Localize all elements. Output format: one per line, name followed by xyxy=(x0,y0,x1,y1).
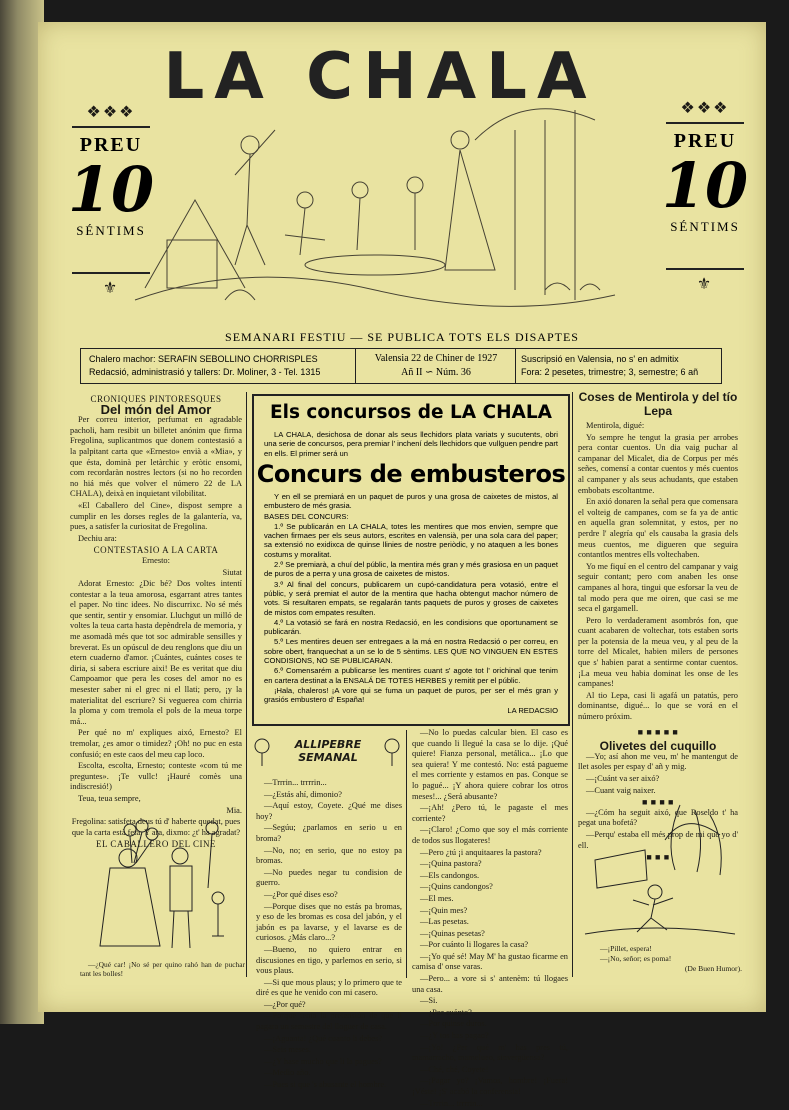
paragraph: Siutat xyxy=(222,567,242,577)
paragraph: Pero lo verdaderament asombrós fon, que cuant acabaren de voltechar, tots estaben sorts per la potensia de la meua veu, y al peu de la torre del Micalet, habien milers de persones que s' habien parat a sentirme contar cuentos. ¡La meua veu habia dominat les onse de les campanes! xyxy=(578,615,738,689)
paragraph: Yo sempre he tengut la grasia per arrobes pera contar cuentos. Un dia vaig puchar al campanar del Micalet, dia de Corpus per més señes, comensí a contar cuentos y més cuentos al campaner y als seus achudants, que estaben embobats escoltantme. xyxy=(578,432,738,495)
info-rates: Fora: 2 pesetes, trimestre; 3, semestre; 6 añ xyxy=(521,367,699,377)
left-title: Del món del Amor xyxy=(100,401,212,417)
paragraph: Adorat Ernesto: ¿Dic bé? Dos voltes intentí contestar a la teua amorosa, esgarrant atres tantes el paper. No tinc idees. No discurrixc. No sé més que sentir, sentir y ensomiar. Lluchgut un milló de voltes la teua carta hasta depèndrela de memoria, y me asomadà més que tot soc admirable sensilles y breverat. Es un opúscul de deu renglons que diu un etern cuaderno d'amor. ¡Cuántes, cuántes coses te diria, si sabera escriure aixi! Be es veritat que diu Campoamor que pera les coses del amor no es mesester saber ni el grec ni el llati; pero, ¡y la materialitat del escriure? Si veguerea com chirria la ploma y com tremola el pols de la meua torpe má... xyxy=(70,579,242,726)
contest-intro-wrap xyxy=(264,430,558,459)
column-rule xyxy=(246,392,247,977)
dialogue-line: —¡Quinas pesetas? xyxy=(420,928,485,938)
balloon-cartoon xyxy=(90,818,240,958)
dialogue-line: —No, no; en serio, que no estoy pa bromas. xyxy=(256,845,402,866)
column-rule xyxy=(406,730,407,978)
rule-item: 3.º Al final del concurs, publicarem un cupó-candidatura pera votasió, entre el públic, y será premiat el autor de la mentira que hacha obtengut machor número de vots. Si resultaren empats, se regalarán tants paquets de puros y groses de caixetes de mistos com empates resulten. xyxy=(264,579,558,617)
info-right xyxy=(521,353,721,379)
joke-line: —¡Cuánt va ser aixó? xyxy=(586,774,660,783)
dialogue-line: —El mes. xyxy=(420,893,454,903)
dialogue-line: —Por cuánto li llogares la casa? xyxy=(420,940,529,950)
masthead-title: LA CHALA xyxy=(163,40,597,114)
paragraph: En axió donaren la señal pera que comensara el volteig de campanes, com se fa ya de antic en aquella gran solemnitat, y estos, per no perdre l' alegría qu' els causaba la grasia dels meus cuentos, me digueren que seguira contantlos mentres ells voltechaben. xyxy=(578,497,738,560)
cartoon-caption xyxy=(80,960,245,979)
dialogue-line: —Las pesetas. xyxy=(420,917,469,927)
right-title-2: Olivetes del cuquillo xyxy=(599,739,717,754)
column-rule xyxy=(572,392,573,977)
rule-item: 4.º La votasió se fará en nostra Redacsió, en les condisions que oportunament se publicarán. xyxy=(264,617,558,637)
dialogue-line: —¿Por qué? xyxy=(264,999,306,1009)
dialogue-lines xyxy=(256,778,402,1091)
right-flourish: ⚜ xyxy=(696,274,714,293)
right-ornament-rule xyxy=(666,122,744,124)
allipebre-left xyxy=(256,778,402,1092)
info-ornament: ∽ xyxy=(425,367,436,378)
info-issue xyxy=(361,366,511,380)
dialogue-line: —¿Por qué dises eso? xyxy=(264,889,338,899)
info-bar xyxy=(80,348,722,384)
dialogue-line: —No lo puedas calcular bien. El caso es que cuando li llegué la casa se lo dije. ¡Qué quiere! Fianza personal, metálica... ¡Lo que sea quiera! Y me contestó. No: está pagueme el mes corriente y estamos en pas. Conque se lo pagué... ¡Y ahora quiere cobrar los otros meses!... ¿Será abusante? xyxy=(412,728,568,801)
dialogue-line: —Pero... a vore si s' antenèm: tú llogaes una casa. xyxy=(412,974,568,994)
left-ornament-rule xyxy=(72,126,150,128)
contest-title: Els concursos de LA CHALA xyxy=(270,402,552,423)
dialogue-line: —Trrrin... trrrrin... xyxy=(420,1098,483,1108)
paragraph: Ernesto: xyxy=(142,555,170,565)
left-price-word: PREU xyxy=(79,134,143,156)
dialogue-line: —¡Quin mes? xyxy=(420,905,468,915)
dialogue-line: —Pues si que 's abusante el hombre. xyxy=(264,1080,387,1090)
dialogue-line: —¿Y hase mucho que li la pagues? xyxy=(264,1056,382,1066)
signature: EL CABALLERO DEL CINE xyxy=(95,839,217,850)
dialogue-line: —Si que mous plaus; y lo primero que te diré es que he venido con mi casero. xyxy=(256,977,402,998)
dialogue-line: —¡Ah! ¿Pero tú, le pagaste el mes corriente? xyxy=(412,803,568,823)
dialogue-line: —Si. xyxy=(420,996,438,1006)
signature: Mia. xyxy=(226,805,242,815)
info-center xyxy=(361,352,511,380)
right-column xyxy=(578,390,738,863)
dialogue-line: —Pero ¿tú ¡i anquitaares la pastora? xyxy=(420,847,542,857)
right-title: Coses de Mentirola y del tío Lepa xyxy=(578,390,738,418)
dialogue-line: —¡Pagar yo? ¡Vamos, hombre! ¡Fuera! ¡Véste! ¡S' acabó la conferensia! xyxy=(412,1076,568,1096)
info-year: Añ II xyxy=(401,367,423,378)
orchard-cartoon xyxy=(585,800,735,938)
dialogue-line: —Trrrin... trrrrin... xyxy=(264,778,327,787)
left-price-unit: SÉNTIMS xyxy=(76,223,146,238)
dialogue-line: —Porque dises que no estás pa bromas, y eso de les bromas es cosa del jabón, y el jabón es pa lavarse, y el lavarse es de curiosos. ¿Más claro...? xyxy=(256,901,402,943)
joke-line: —¿Cóm ha seguit aixó, que Roseldo t' ha pegat una bofetá? xyxy=(578,807,738,828)
caption-text: —¿Qué car! ¡No sé per quino rahó han de puchar tant les bolles! xyxy=(80,960,245,978)
dialogue-line: —¡Quins candongos? xyxy=(420,882,493,892)
dialogue-line: —Segúu; ¿parlamos en serio u en broma? xyxy=(256,823,402,843)
info-date: Valensia 22 de Chiner de 1927 xyxy=(374,353,498,364)
dialogue-line: —¡Yo qué sé! May M' ha gustao ficarme en camisa d' onse varas. xyxy=(412,951,568,972)
divider-stars: ■ ■ ■ xyxy=(646,852,670,863)
dialogue-line: —Medio año. xyxy=(264,1068,311,1078)
paragraph: Al tio Lepa, casi li agafá un patatús, pero dominantse, digué... lo que se vorá en el número próxim. xyxy=(578,690,738,722)
info-editor: Chalero machor: SERAFIN SEBOLLINO CHORRISPLES xyxy=(89,354,318,364)
left-price-number: 10 xyxy=(67,153,155,226)
left-kicker: CRONIQUES PINTORESQUES xyxy=(90,394,222,404)
paragraph: Mentirola, digué: xyxy=(586,421,645,430)
left-price-block xyxy=(66,134,156,239)
dialogue-line: —¡Yo! ¿Per qué m' has pres tú, mamarracho, mamelueo, sinvergüensa? xyxy=(412,1042,568,1063)
joke-line: —Cuant vaig naixer. xyxy=(586,785,656,795)
contest-signature: LA REDACSIO xyxy=(507,705,558,715)
rule-item: 5.º Les mentires deuen ser entregaes a la má en nostra Redacsió o per correu, en sobre obert, franquechat a un se lo de 5 sèntims. LES QUE NO VINGUEN EN ESTES CONDISIONS, NO SE PUBLICARAN. xyxy=(264,637,558,666)
right-price-number: 10 xyxy=(661,149,749,222)
paragraph: «El Caballero del Cine», dispost sempre a cumplir en les dorses regles de la galantería, va, pues, a satisfer la curiositat de Fregolina. xyxy=(70,500,242,532)
dialogue-line: —Por quinse duros. xyxy=(420,1019,487,1029)
paragraph: Fregolina: satisfeta deus tú d' haberte quedat, pues que la carta està feta. Y ara, dixmo: ¿t' ha agradat? xyxy=(71,817,241,837)
paragraph: ¡Hala, chaleros! ¡A vore qui se fuma un paquet de puros, per ser el més gran y grasiós embustero d' España! xyxy=(264,685,558,705)
contest-intro: LA CHALA, desichosa de donar als seus llechidors plata variats y sucutents, obri una serie de concursos, pera premiar l' inchení dels llechidors que vullguen pendre part en ells. El primer será un xyxy=(264,430,558,458)
contest-body xyxy=(264,492,558,716)
paragraph: Per correu interior, perfumat en agradable pacholi, ham resibit un billetet anónim que firma Fregolina, suplicantmos que donem contestasió a la palpitant carta que «Ernesto» envià a «Mia», y que ésta, dominà per letàrchic y eròtic ensomi, com recordaràn nostres lectors (si no ho recorden no hiá més que volver el número 22 de LA CHALA), deixà en inquietant vilobilitat. xyxy=(70,415,242,499)
joke-line: —Yo; así ahon me veu, m' he mantengut de llet asoles per espay d' añ y mig. xyxy=(578,751,738,772)
right-price-rule xyxy=(666,268,744,270)
joke-line: —Perqu' estaba ell més prop de mi que yo d' ell. xyxy=(578,829,738,850)
info-left xyxy=(89,353,349,379)
dialogue-line: —Ché, ché, Coyete! xyxy=(420,1064,489,1074)
divider-stars: ■ ■ ■ ■ ■ xyxy=(637,726,679,737)
paragraph: Y en ell se premiará en un paquet de puros y una grosa de caixetes de mistos, al embustero de més grasia. xyxy=(264,492,558,511)
info-address: Redacsió, administrasió y tallers: Dr. Moliner, 3 - Tel. 1315 xyxy=(89,367,321,377)
info-separator xyxy=(515,349,516,383)
dialogue-line: —¿Estás ahí, dimonio? xyxy=(264,789,342,799)
info-separator xyxy=(355,349,356,383)
rule-item: 1.º Se publicarán en LA CHALA, totes les mentires que mos envien, sempre que vachen firmaes per els seus autors, escrites en valensià, per una sola cara del paper; sa extensió no exidixca de quinse llinies de nostre periòdic, y no ataquen a les bones costums y moralitat. xyxy=(264,521,558,559)
caption-line: —¡No, señor; es poma! xyxy=(600,954,672,963)
dialogue-line: —No puedes negar tu condision de guerro. xyxy=(256,867,402,888)
dialogue-line: —¡Aguanta! ¿Qué cuanto li debes? xyxy=(264,1033,383,1043)
orchard-caption xyxy=(592,944,742,974)
dialogue-line: —¿Y tos has pagao? xyxy=(420,1031,489,1041)
dialogue-line: —Els candongos. xyxy=(420,870,480,880)
right-price-block xyxy=(660,130,750,235)
allipebre-heading: ALLIPEBRE SEMANAL xyxy=(294,738,362,764)
dialogue-line: —Porque tenia la pretensión de que li pagara un semestre del lloguer de casa. xyxy=(256,1011,402,1032)
allipebre-right xyxy=(412,728,568,1110)
divider-stars: ■ ■ ■ ■ xyxy=(642,797,674,808)
rule-item: 6.º Comensarém a publicarse les mentires cuant s' agote tot l' orichinal que tenim en cartera destinat a la ENSALÁ DE TOTES HERBES y remitit per el públic. xyxy=(264,666,558,685)
right-price-word: PREU xyxy=(673,130,737,152)
paragraph: Dechiu ara: xyxy=(78,533,117,543)
left-column xyxy=(70,394,242,850)
dialogue-line: —¿Por cuánto? xyxy=(420,1007,472,1017)
dialogue-line: —¡Claro! ¿Como que soy el más corriente de todos sus llogateres! xyxy=(412,825,568,845)
bases-heading: BASES DEL CONCURS: xyxy=(264,511,349,521)
left-ornament: ❖❖❖ xyxy=(86,102,136,121)
paragraph: Teua, teua sempre, xyxy=(78,793,141,803)
contest-box xyxy=(252,394,570,726)
caption-credit: (De Buen Humor). xyxy=(684,964,742,973)
dialogue-line: —Seis meses. xyxy=(264,1045,311,1055)
info-subscription: Suscripsió en Valensia, no s' en admitix xyxy=(521,354,679,364)
left-price-rule xyxy=(72,272,150,274)
letter-heading: CONTESTASIO A LA CARTA xyxy=(93,545,219,556)
paragraph: Per qué no m' expliques aixó, Ernesto? El tremolar, ¿es amor o timidez? ¡Oh! no puc en esta confusió; en este caos del meu cap loco. xyxy=(70,728,242,759)
dialogue-line: —Bueno, no quiero entrar en discusiones en tigo, y parlemos en serio, si vous plaus. xyxy=(256,944,402,976)
left-flourish: ⚜ xyxy=(102,278,120,297)
rule-item: 2.º Se premiarà, a chuí del públic, la mentira més gran y més grasiosa en un paquet de puros de a perra y una grosa de caixetes de mistos. xyxy=(264,560,558,579)
tagline: SEMANARI FESTIU — SE PUBLICA TOTS ELS DISAPTES xyxy=(225,330,579,344)
caption-line: —¡Pillet, espera! xyxy=(600,944,652,953)
dialogue-line: —Aquí estoy, Coyete. ¿Qué me dises hoy? xyxy=(256,801,402,821)
info-number: Núm. 36 xyxy=(435,367,471,378)
right-price-unit: SÉNTIMS xyxy=(670,219,740,234)
dialogue-line: —¡Quina pastora? xyxy=(420,859,482,869)
paragraph: Escolta, escolta, Ernesto; conteste «com tú me preguntes». ¡Te vullc! ¡Hauré comès una indiscresió!) xyxy=(70,761,242,792)
contest-headline: Concurs de embusteros xyxy=(256,460,566,488)
right-ornament: ❖❖❖ xyxy=(680,98,730,117)
paragraph: Yo me fiquí en el centro del campanar y vaig seguir contant; pero com anaben les onse campanes al hora, tingui que esforsar la veu de tal modo pera que me oiren, que casi se me seca el gargamell. xyxy=(578,561,738,614)
